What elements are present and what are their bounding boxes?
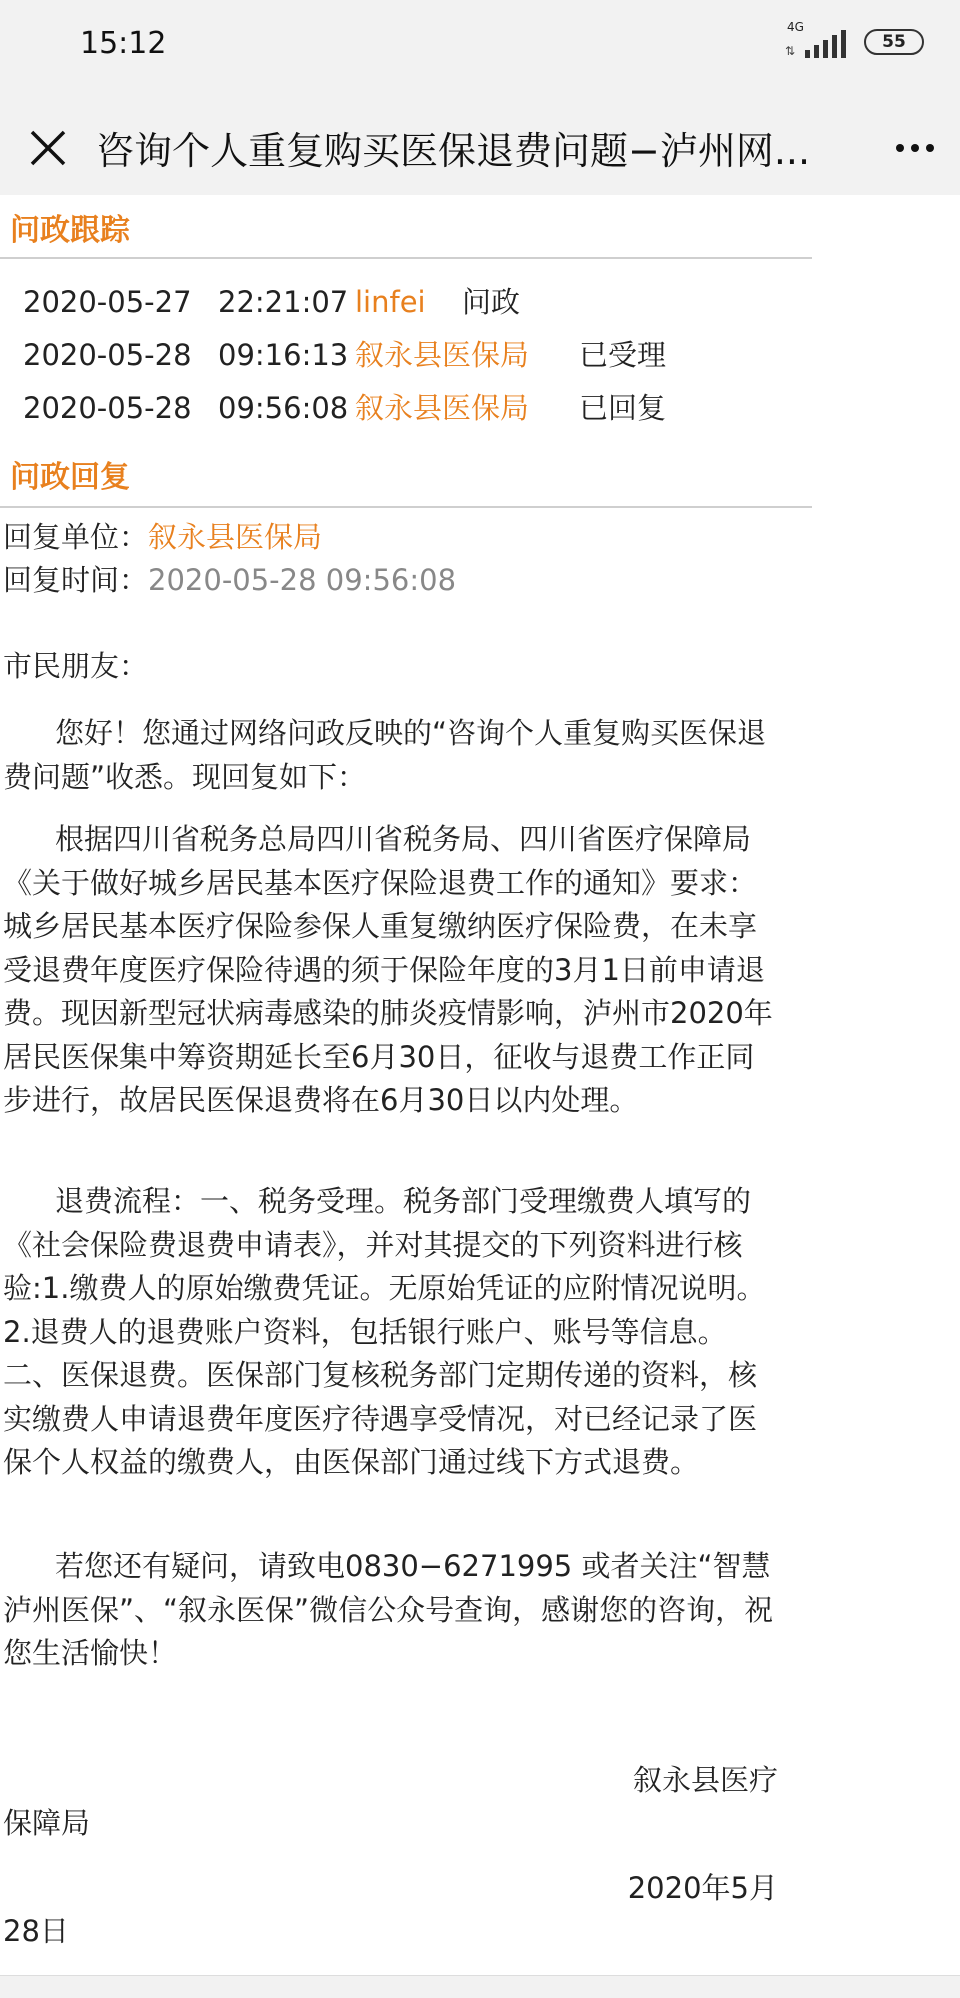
tracking-status: 问政: [462, 285, 521, 319]
status-indicators: [783, 20, 924, 58]
more-menu-button[interactable]: [870, 100, 960, 195]
battery-level: 55: [882, 32, 906, 52]
reply-heading: 问政回复: [10, 460, 130, 495]
battery-icon: [864, 29, 924, 55]
reply-time: [3, 558, 456, 602]
close-icon: [29, 129, 67, 167]
tracking-user-link[interactable]: 叙永县医保局: [355, 338, 530, 372]
more-dots-icon: [896, 144, 904, 152]
tracking-date: 2020-05-27: [23, 285, 192, 319]
tracking-time: 22:21:07: [218, 285, 349, 319]
reply-paragraph: 根据四川省税务总局四川省税务局、四川省医疗保障局《关于做好城乡居民基本医疗保险退费工作的通知》要求：城乡居民基本医疗保险参保人重复缴纳医疗保险费，在未享受退费年度医疗保险待遇的须于保险年度的3月1日前申请退费。现因新型冠状病毒感染的肺炎疫情影响，泸州市2020年居民医保集中筹资期延长至6月30日，征收与退费工作正同步进行，故居民医保退费将在6月30日以内处理。: [3, 822, 773, 1117]
page-title: 咨询个人重复购买医保退费问题−泸州网...: [96, 129, 811, 173]
tracking-status: 已受理: [579, 338, 667, 372]
reply-unit-label: 回复单位：: [3, 520, 149, 554]
signature-org: 叙永县医疗: [632, 1763, 778, 1797]
reply-paragraph: 您好！您通过网络问政反映的“咨询个人重复购买医保退费问题”收悉。现回复如下：: [3, 716, 767, 794]
signature-org-cont: 保障局: [3, 1806, 91, 1840]
tracking-row: [0, 332, 812, 378]
reply-unit-value: 叙永县医保局: [148, 520, 323, 554]
reply-greeting: 市民朋友：: [3, 649, 149, 683]
top-bar: [0, 0, 960, 195]
tracking-date: 2020-05-28: [23, 391, 192, 425]
bottom-bar: [0, 1975, 960, 1998]
reply-time-value: 2020-05-28 09:56:08: [148, 563, 457, 597]
reply-divider: [0, 506, 812, 508]
tracking-divider: [0, 257, 812, 259]
tracking-time: 09:56:08: [218, 391, 349, 425]
data-arrows-icon: ⇅: [785, 44, 796, 58]
title-bar: [0, 100, 960, 195]
reply-paragraph: 退费流程：一、税务受理。税务部门受理缴费人填写的《社会保险费退费申请表》，并对其提交的下列资料进行核验:1.缴费人的原始缴费凭证。无原始凭证的应附情况说明。2.退费人的退费账户资料，包括银行账户、账号等信息。二、医保退费。医保部门复核税务部门定期传递的资料，核实缴费人申请退费年度医疗待遇享受情况，对已经记录了医保个人权益的缴费人，由医保部门通过线下方式退费。: [3, 1184, 766, 1479]
tracking-heading: 问政跟踪: [10, 213, 130, 248]
signature-date: 2020年5月: [627, 1871, 778, 1905]
cellular-signal-icon: [783, 20, 846, 58]
close-button[interactable]: [0, 100, 96, 195]
signature-date-cont: 28日: [3, 1914, 69, 1948]
tracking-user-link[interactable]: 叙永县医保局: [355, 391, 530, 425]
status-time: 15:12: [80, 26, 167, 61]
tracking-status: 已回复: [579, 391, 667, 425]
reply-paragraph: 若您还有疑问，请致电0830−6271995 或者关注“智慧泸州医保”、“叙永医保”微信公众号查询，感谢您的咨询，祝您生活愉快！: [3, 1549, 774, 1670]
tracking-row: [0, 385, 812, 431]
tracking-date: 2020-05-28: [23, 338, 192, 372]
tracking-time: 09:16:13: [218, 338, 349, 372]
reply-unit: [3, 515, 322, 559]
reply-time-label: 回复时间：: [3, 563, 149, 597]
tracking-row: [0, 279, 812, 325]
tracking-user-link[interactable]: linfei: [355, 285, 426, 319]
network-type: 4G: [787, 20, 804, 34]
